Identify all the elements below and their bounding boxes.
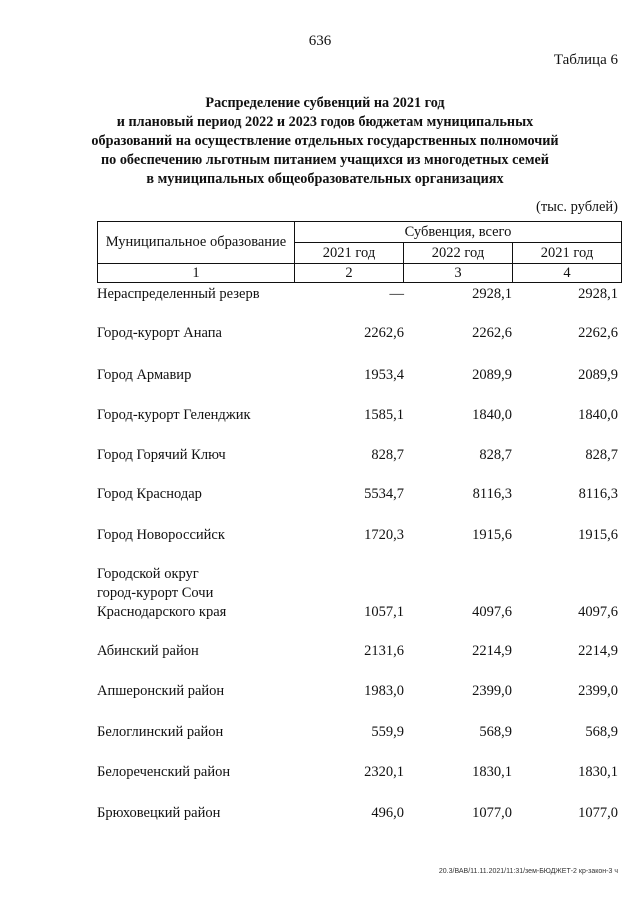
municipality-name: Нераспределенный резерв [97, 286, 260, 302]
title-line: по обеспечению льготным питанием учащихся из многодетных семей [101, 152, 549, 168]
value-2022: 8116,3 [472, 486, 512, 502]
value-2022: 1830,1 [472, 764, 512, 780]
municipality-name: Город-курорт Геленджик [97, 407, 251, 423]
municipality-name: Белореченский район [97, 764, 231, 780]
value-2023: 8116,3 [578, 486, 618, 502]
units-label: (тыс. рублей) [536, 199, 618, 215]
column-number: 4 [513, 264, 622, 283]
value-2021: 2131,6 [364, 643, 404, 659]
municipality-name: Город Новороссийск [97, 527, 225, 543]
column-number: 2 [295, 264, 404, 283]
value-2023: 2089,9 [578, 367, 618, 383]
value-2021: — [389, 286, 404, 302]
header-year: 2021 год [513, 243, 622, 264]
value-2023: 1830,1 [578, 764, 618, 780]
value-2023: 1840,0 [578, 407, 618, 423]
header-municipality: Муниципальное образование [98, 222, 295, 264]
document-title [60, 94, 590, 189]
municipality-name: Белоглинский район [97, 724, 224, 740]
municipality-name: Город Краснодар [97, 486, 202, 502]
value-2021: 2262,6 [364, 325, 404, 341]
municipality-name: Город Горячий Ключ [97, 447, 226, 463]
value-2021: 1585,1 [364, 407, 404, 423]
municipality-name: Городской округ [97, 566, 199, 582]
footer-document-code: 20.3/ВАВ/11.11.2021/11:31/зем-БЮДЖЕТ-2 кр-закон-3 ч [438, 868, 618, 875]
value-2021: 559,9 [371, 724, 404, 740]
value-2022: 2399,0 [472, 683, 512, 699]
table-label: Таблица 6 [553, 52, 618, 68]
value-2023: 4097,6 [578, 604, 618, 620]
title-line: Распределение субвенций на 2021 год [205, 95, 445, 111]
title-line: в муниципальных общеобразовательных организациях [146, 171, 504, 187]
value-2022: 1915,6 [472, 527, 512, 543]
municipality-name: Краснодарского края [97, 604, 227, 620]
value-2023: 1915,6 [578, 527, 618, 543]
value-2023: 568,9 [585, 724, 618, 740]
table-header [97, 221, 622, 283]
value-2021: 828,7 [371, 447, 404, 463]
value-2021: 1057,1 [364, 604, 404, 620]
value-2023: 828,7 [585, 447, 618, 463]
value-2022: 4097,6 [472, 604, 512, 620]
value-2022: 2089,9 [472, 367, 512, 383]
value-2021: 1983,0 [364, 683, 404, 699]
value-2021: 496,0 [371, 805, 404, 821]
value-2021: 1720,3 [364, 527, 404, 543]
header-year: 2022 год [404, 243, 513, 264]
value-2022: 2214,9 [472, 643, 512, 659]
page-number: 636 [308, 33, 332, 49]
value-2022: 2928,1 [472, 286, 512, 302]
title-line: образований на осуществление отдельных государственных полномочий [91, 133, 559, 149]
title-line: и плановый период 2022 и 2023 годов бюджетам муниципальных [116, 114, 534, 130]
value-2023: 1077,0 [578, 805, 618, 821]
column-number: 3 [404, 264, 513, 283]
municipality-name: Город Армавир [97, 367, 192, 383]
municipality-name: город-курорт Сочи [97, 585, 214, 601]
column-number: 1 [98, 264, 295, 283]
value-2023: 2399,0 [578, 683, 618, 699]
municipality-name: Апшеронский район [97, 683, 225, 699]
value-2022: 828,7 [479, 447, 512, 463]
value-2022: 1077,0 [472, 805, 512, 821]
municipality-name: Брюховецкий район [97, 805, 221, 821]
value-2021: 2320,1 [364, 764, 404, 780]
header-year: 2021 год [295, 243, 404, 264]
value-2021: 1953,4 [364, 367, 404, 383]
value-2023: 2928,1 [578, 286, 618, 302]
municipality-name: Абинский район [97, 643, 199, 659]
value-2023: 2214,9 [578, 643, 618, 659]
municipality-name: Город-курорт Анапа [97, 325, 222, 341]
value-2021: 5534,7 [364, 486, 404, 502]
header-subvention-total: Субвенция, всего [295, 222, 622, 243]
value-2022: 1840,0 [472, 407, 512, 423]
value-2022: 568,9 [479, 724, 512, 740]
value-2023: 2262,6 [578, 325, 618, 341]
value-2022: 2262,6 [472, 325, 512, 341]
